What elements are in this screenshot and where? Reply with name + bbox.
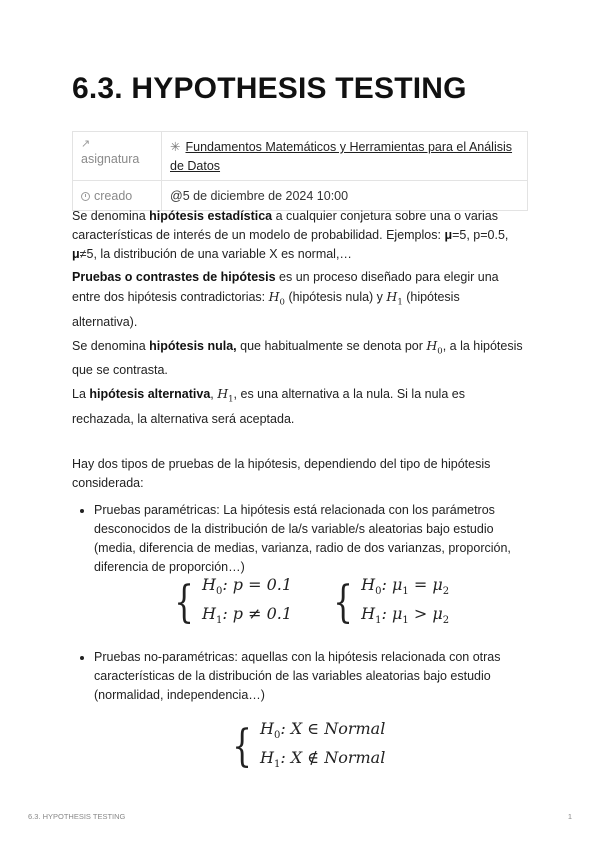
property-value-creado — [162, 181, 528, 211]
equation-line — [260, 718, 385, 747]
bold-term: hipótesis estadística — [149, 209, 273, 223]
bold-term: hipótesis alternativa — [89, 387, 211, 401]
math-symbol: H — [202, 575, 216, 594]
equations — [361, 574, 449, 632]
left-brace: { — [174, 577, 194, 629]
math-subscript: 0 — [375, 586, 382, 598]
text-span: ≠5, la distribución de una variable X es normal,… — [79, 247, 352, 261]
math-subscript: 1 — [402, 615, 409, 627]
page-content-continued — [72, 648, 528, 707]
math-symbol: H — [202, 604, 216, 624]
hypothesis-types-list — [72, 501, 528, 577]
text-span: (hipótesis nula) y — [284, 290, 387, 304]
equation-rhs: > μ — [408, 604, 443, 624]
text-span: es un proceso diseñado para elegir una entre dos hipótesis contradictorias: — [72, 270, 499, 304]
parametric-formulas — [170, 574, 481, 632]
math-symbol: H — [260, 748, 274, 768]
equations — [260, 718, 385, 776]
math-subscript: 1 — [228, 394, 234, 405]
property-row-creado — [73, 181, 528, 211]
text-span: que habitualmente se denota por — [236, 338, 427, 353]
equation-rhs: : X ∉ Normal — [280, 748, 386, 768]
footer-title: 6.3. HYPOTHESIS TESTING — [28, 812, 126, 821]
relation-arrow-icon: ↗ — [81, 138, 91, 150]
list-item-parametric: • Pruebas paramétricas: La hipótesis está relacionada con los parámetros desconocidos de la distribución de la/s variable/s aleatorias bajo estudio (media, diferencia de medias, varianza, radio de dos varianzas, proporción, diferencia de proporción…) — [94, 501, 528, 577]
math-symbol: H — [361, 575, 376, 594]
equation-line — [260, 747, 385, 776]
equation-line — [202, 574, 292, 603]
paragraph-alternative — [72, 384, 528, 429]
text-span: (hipótesis alternativa). — [72, 290, 460, 329]
page-title: 6.3. HYPOTHESIS TESTING — [72, 72, 467, 105]
paragraph-contrasts — [72, 268, 528, 332]
math-subscript: 0 — [279, 297, 285, 308]
math-symbol: H — [386, 289, 398, 304]
page-footer — [28, 812, 572, 821]
math-symbol: H — [260, 719, 274, 738]
text-span: Se denomina — [72, 209, 150, 223]
hypothesis-types-list-2 — [72, 648, 528, 705]
loading-spark-icon: ✳ — [170, 140, 181, 154]
text-span: , — [210, 387, 218, 401]
bold-mu: μ — [72, 247, 80, 261]
text-span: La — [72, 387, 90, 401]
left-brace: { — [333, 577, 353, 629]
asignatura-label: asignatura — [81, 152, 140, 166]
math-h0 — [426, 337, 443, 356]
paragraph-types: Hay dos tipos de pruebas de la hipótesis, dependiendo del tipo de hipótesis considerada: — [72, 456, 491, 490]
property-key-creado — [73, 181, 162, 211]
equation-rhs: : μ — [381, 604, 403, 624]
property-key-asignatura — [73, 132, 162, 181]
math-symbol: H — [361, 604, 376, 624]
math-subscript: 0 — [215, 586, 223, 598]
page-number: 1 — [567, 812, 572, 821]
math-h1 — [217, 386, 234, 405]
equation-line — [361, 574, 449, 603]
paragraph-definition — [72, 207, 528, 264]
creado-label: creado — [94, 189, 133, 203]
math-subscript: 0 — [273, 730, 281, 742]
math-symbol: H — [217, 386, 229, 401]
formula-system-mu — [329, 574, 449, 632]
property-value-asignatura — [162, 132, 528, 181]
page-content — [72, 207, 528, 579]
formula-system-p — [170, 574, 292, 632]
math-h0 — [268, 289, 285, 308]
bold-mu: μ — [444, 228, 453, 242]
math-subscript: 1 — [375, 615, 382, 627]
math-subscript: 1 — [402, 586, 409, 598]
formula-system-normal — [228, 718, 385, 776]
properties-table — [72, 131, 528, 211]
math-symbol: H — [426, 337, 438, 353]
equation-rhs: : p ≠ 0.1 — [222, 604, 293, 624]
math-subscript: 1 — [215, 615, 223, 627]
list-item-nonparametric: • Pruebas no-paramétricas: aquellas con la hipótesis relacionada con otras características de la distribución de las variables aleatorias bajo estudio (normalidad, independencia…) — [94, 648, 528, 705]
bold-term: Pruebas o contrastes de hipótesis — [72, 270, 276, 284]
math-h1 — [386, 289, 403, 308]
paragraph-null — [72, 336, 528, 381]
math-subscript: 1 — [273, 759, 281, 771]
text-span: , es una alternativa a la nula. Si la nula es rechazada, la alternativa será aceptada. — [72, 387, 465, 426]
equation-line — [202, 603, 292, 632]
text-span: Se denomina — [72, 338, 150, 353]
math-subscript: 1 — [397, 297, 403, 308]
equations — [202, 574, 292, 632]
left-brace: { — [232, 721, 252, 773]
math-subscript: 2 — [442, 586, 450, 598]
equation-rhs: : μ — [381, 575, 403, 594]
nonparametric-formula — [228, 718, 417, 776]
equation-rhs: : X ∈ Normal — [280, 719, 386, 738]
math-symbol: H — [268, 289, 280, 304]
property-row-asignatura — [73, 132, 528, 181]
course-link[interactable]: Fundamentos Matemáticos y Herramientas para el Análisis de Datos — [170, 140, 513, 173]
equation-line — [361, 603, 449, 632]
bold-term: hipótesis nula, — [149, 338, 237, 353]
equation-rhs: : p = 0.1 — [222, 575, 293, 594]
created-date: @5 de diciembre de 2024 10:00 — [170, 189, 349, 203]
clock-icon — [81, 192, 90, 201]
text-span: a cualquier conjetura sobre una o varias características de interés de un modelo de probabilidad. Ejemplos: — [72, 209, 498, 242]
text-span: , a la hipótesis que se contrasta. — [72, 338, 523, 377]
math-subscript: 2 — [442, 615, 450, 627]
math-subscript: 0 — [437, 346, 443, 356]
text-span: =5, p=0.5, — [452, 228, 509, 242]
equation-rhs: = μ — [408, 575, 443, 594]
